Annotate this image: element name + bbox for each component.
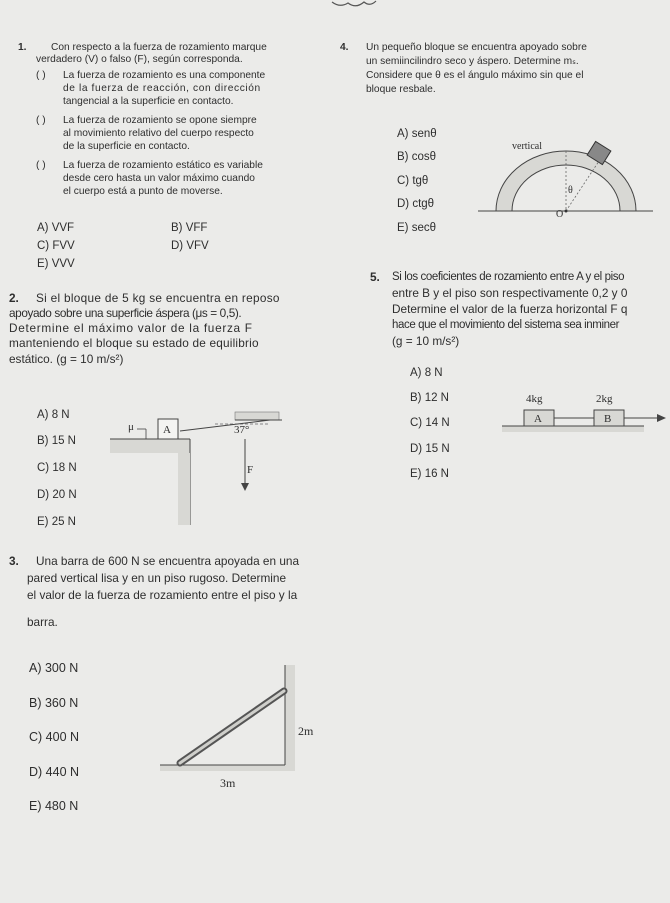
question-number: 5. xyxy=(370,270,380,284)
question-number: 2. xyxy=(9,291,19,305)
block-label: A xyxy=(163,424,171,436)
height-label: 2m xyxy=(298,724,314,738)
statement-text: al movimiento relativo del cuerpo respecto xyxy=(63,128,254,139)
statement-text: tangencial a la superficie en contacto. xyxy=(63,96,234,107)
question-text: Determine el valor de la fuerza horizontal F q xyxy=(392,302,628,316)
question-text: apoyado sobre una superficie áspera (μs = 0,5). xyxy=(9,306,242,320)
option-d[interactable]: D) 15 N xyxy=(410,443,450,455)
option-a[interactable]: A) VVF xyxy=(37,222,75,234)
question-text: Una barra de 600 N se encuentra apoyada en una xyxy=(36,554,299,568)
question-text: pared vertical lisa y en un piso rugoso. Determine xyxy=(27,571,287,585)
option-e[interactable]: E) 25 N xyxy=(37,516,76,528)
question-text: un semiincilindro seco y áspero. Determine mₛ. xyxy=(366,56,579,67)
statement-text: desde cero hasta un valor máximo cuando xyxy=(63,173,255,184)
statement-text: La fuerza de rozamiento estático es variable xyxy=(63,160,263,171)
question-text: Si el bloque de 5 kg se encuentra en reposo xyxy=(36,291,280,305)
option-c[interactable]: C) FVV xyxy=(37,240,75,252)
statement-text: el cuerpo está a punto de moverse. xyxy=(63,186,223,197)
question-text: bloque resbale. xyxy=(366,84,436,95)
option-a[interactable]: A) 8 N xyxy=(37,409,70,421)
option-b[interactable]: B) 12 N xyxy=(410,392,449,404)
question-text: entre B y el piso son respectivamente 0,2 y 0 xyxy=(392,286,628,300)
question-text: estático. (g = 10 m/s²) xyxy=(9,352,124,366)
question-text: verdadero (V) o falso (F), según corresponda. xyxy=(36,54,243,65)
block-on-ledge-figure xyxy=(110,395,300,525)
option-b[interactable]: B) cosθ xyxy=(397,151,436,163)
question-text: Si los coeficientes de rozamiento entre A y el piso xyxy=(392,271,625,283)
question-text: manteniendo el bloque su estado de equilibrio xyxy=(9,336,259,350)
option-d[interactable]: D) 440 N xyxy=(29,765,80,779)
option-c[interactable]: C) 400 N xyxy=(29,730,80,744)
statement-text: La fuerza de rozamiento es una componente xyxy=(63,70,266,81)
option-b[interactable]: B) 360 N xyxy=(29,696,79,710)
mass-b-label: 2kg xyxy=(596,393,613,405)
question-text: hace que el movimiento del sistema sea inminer xyxy=(392,319,620,331)
option-e[interactable]: E) 480 N xyxy=(29,799,79,813)
statement-text: de la superficie en contacto. xyxy=(63,141,190,152)
vertical-label: vertical xyxy=(512,141,542,152)
semicylinder-figure xyxy=(478,137,670,220)
option-d[interactable]: D) 20 N xyxy=(37,489,77,501)
top-scribble xyxy=(330,0,380,12)
theta-label: θ xyxy=(568,185,573,196)
force-label: F xyxy=(247,464,254,476)
option-a[interactable]: A) 8 N xyxy=(410,367,443,379)
question-text: Con respecto a la fuerza de rozamiento marque xyxy=(51,42,267,53)
option-d[interactable]: D) VFV xyxy=(171,240,209,252)
statement-text: de la fuerza de reacción, con dirección xyxy=(63,83,261,94)
question-number: 4. xyxy=(340,42,349,53)
angle-label: 37° xyxy=(234,424,250,436)
statement-mark[interactable]: ( ) xyxy=(36,160,46,171)
question-number: 3. xyxy=(9,554,19,568)
mu-label: μ xyxy=(128,421,134,433)
mass-a-label: 4kg xyxy=(526,393,543,405)
option-b[interactable]: B) VFF xyxy=(171,222,208,234)
option-b[interactable]: B) 15 N xyxy=(37,435,76,447)
question-text: Determine el máximo valor de la fuerza F xyxy=(9,321,253,335)
question-text: (g = 10 m/s²) xyxy=(392,334,460,348)
two-blocks-figure xyxy=(500,388,670,436)
question-text: Un pequeño bloque se encuentra apoyado sobre xyxy=(366,42,587,53)
option-c[interactable]: C) tgθ xyxy=(397,175,429,187)
option-a[interactable]: A) 300 N xyxy=(29,661,79,675)
question-text: el valor de la fuerza de rozamiento entre el piso y la xyxy=(27,588,298,602)
statement-mark[interactable]: ( ) xyxy=(36,115,46,126)
question-text: barra. xyxy=(27,615,58,629)
question-text: Considere que θ es el ángulo máximo sin que el xyxy=(366,70,584,81)
base-label: 3m xyxy=(220,776,236,790)
origin-label: O xyxy=(556,209,564,220)
option-c[interactable]: C) 14 N xyxy=(410,417,450,429)
question-number: 1. xyxy=(18,42,27,53)
option-c[interactable]: C) 18 N xyxy=(37,462,77,474)
option-a[interactable]: A) senθ xyxy=(397,128,437,140)
statement-text: La fuerza de rozamiento se opone siempre xyxy=(63,115,257,126)
block-b-label: B xyxy=(604,413,612,425)
leaning-bar-figure xyxy=(140,665,314,790)
option-e[interactable]: E) secθ xyxy=(397,222,436,234)
option-d[interactable]: D) ctgθ xyxy=(397,198,435,210)
option-e[interactable]: E) VVV xyxy=(37,258,75,270)
option-e[interactable]: E) 16 N xyxy=(410,468,449,480)
block-a-label: A xyxy=(534,413,542,425)
statement-mark[interactable]: ( ) xyxy=(36,70,46,81)
